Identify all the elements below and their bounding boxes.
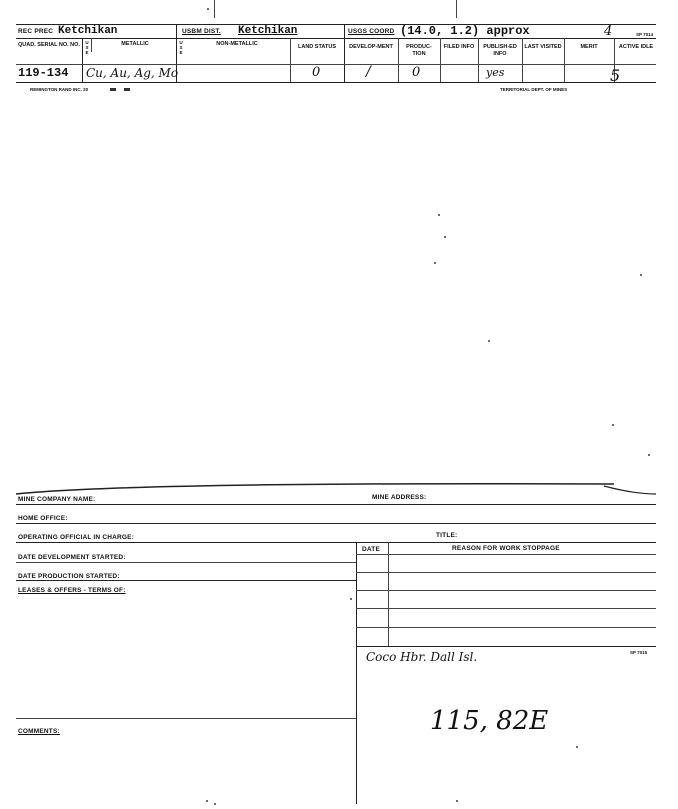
divider [478, 38, 479, 82]
speck [438, 214, 440, 216]
speck [576, 746, 578, 748]
rule [356, 608, 656, 609]
date-column-header: DATE [362, 546, 381, 553]
col-use: U S E [85, 40, 89, 55]
mine-address-label: MINE ADDRESS: [372, 494, 427, 501]
rec-prec-label: REC PREC [18, 28, 54, 35]
top-tick [214, 0, 215, 18]
imprint-mark [110, 88, 116, 91]
col-last-visited: LAST VISITED [524, 44, 562, 50]
active-idle-value: 5 [610, 66, 621, 85]
speck [444, 236, 446, 238]
col-active-idle: ACTIVE IDLE [618, 44, 654, 50]
rec-prec-value: Ketchikan [58, 25, 118, 37]
handwritten-location: Coco Hbr. Dall Isl. [366, 650, 478, 664]
form-number-2: SP 7015 [630, 650, 648, 655]
divider [564, 38, 565, 82]
title-label: TITLE: [436, 532, 458, 539]
speck [456, 800, 458, 802]
quad-serial-value: 119-134 [18, 66, 69, 80]
rule [16, 82, 656, 83]
published-info-value: yes [486, 66, 505, 79]
usbm-dist-value: Ketchikan [238, 25, 298, 37]
comments-label: COMMENTS: [18, 728, 60, 735]
speck [206, 800, 208, 802]
leases-offers-label: LEASES & OFFERS - TERMS OF: [18, 587, 126, 594]
handwritten-coordinate: 115, 82E [430, 706, 549, 736]
speck [434, 262, 436, 264]
department-imprint: TERRITORIAL DEPT. OF MINES [500, 87, 568, 92]
col-quad-serial: QUAD. SERIAL NO. NO. [18, 42, 80, 48]
col-production: PRODUC-TION [406, 44, 432, 57]
rule [356, 646, 656, 647]
col-land-status: LAND STATUS [298, 44, 336, 50]
development-value: / [366, 64, 371, 80]
divider [398, 38, 399, 82]
divider [91, 38, 92, 52]
metallic-value: Cu, Au, Ag, Mo [86, 66, 179, 80]
usbm-dist-label: USBM DIST. [182, 28, 221, 35]
divider [440, 38, 441, 82]
imprint-mark [124, 88, 130, 91]
speck [214, 803, 216, 805]
divider [290, 38, 291, 82]
speck [648, 454, 650, 456]
rule [16, 580, 356, 581]
rule [16, 542, 656, 543]
rule [16, 64, 656, 65]
speck [640, 274, 642, 276]
col-non-metallic: NON-METALLIC [216, 41, 258, 47]
card-edge [14, 478, 658, 498]
rule [356, 627, 656, 628]
printer-imprint: REMINGTON RAND INC. 20 [30, 87, 89, 92]
col-filed-info: FILED INFO [443, 44, 475, 50]
rule [16, 504, 656, 505]
usgs-coord-value: (14.0, 1.2) approx [400, 24, 530, 38]
speck [350, 598, 352, 600]
speck [488, 340, 490, 342]
rule [356, 572, 656, 573]
divider [176, 24, 177, 38]
top-tick [456, 0, 457, 18]
land-status-value: 0 [312, 65, 321, 80]
usgs-coord-label: USGS COORD [348, 28, 395, 35]
divider [82, 38, 83, 82]
home-office-label: HOME OFFICE: [18, 515, 68, 522]
rule [16, 718, 356, 719]
mine-company-name-label: MINE COMPANY NAME: [18, 496, 96, 503]
col-metallic: METALLIC [121, 41, 149, 47]
reason-column-header: REASON FOR WORK STOPPAGE [452, 545, 560, 552]
divider [522, 38, 523, 82]
rule [16, 562, 356, 563]
date-production-started-label: DATE PRODUCTION STARTED: [18, 573, 120, 580]
divider [388, 542, 389, 646]
rule [16, 38, 656, 39]
rule [16, 523, 656, 524]
production-value: 0 [412, 65, 421, 80]
col-development: DEVELOP-MENT [349, 44, 393, 50]
form-number: SP 7014 [636, 32, 654, 37]
rule [356, 554, 656, 555]
divider [356, 542, 357, 804]
divider [344, 38, 345, 82]
speck [207, 8, 209, 10]
rule [356, 590, 656, 591]
operating-official-label: OPERATING OFFICIAL IN CHARGE: [18, 534, 135, 541]
speck [612, 424, 614, 426]
col-use: U S E [179, 40, 183, 55]
col-merit: MERIT [580, 44, 598, 50]
col-published-info: PUBLISH-ED INFO [483, 44, 517, 57]
divider [344, 24, 345, 38]
top-right-mark: 4 [604, 24, 613, 39]
date-development-started-label: DATE DEVELOPMENT STARTED: [18, 554, 126, 561]
